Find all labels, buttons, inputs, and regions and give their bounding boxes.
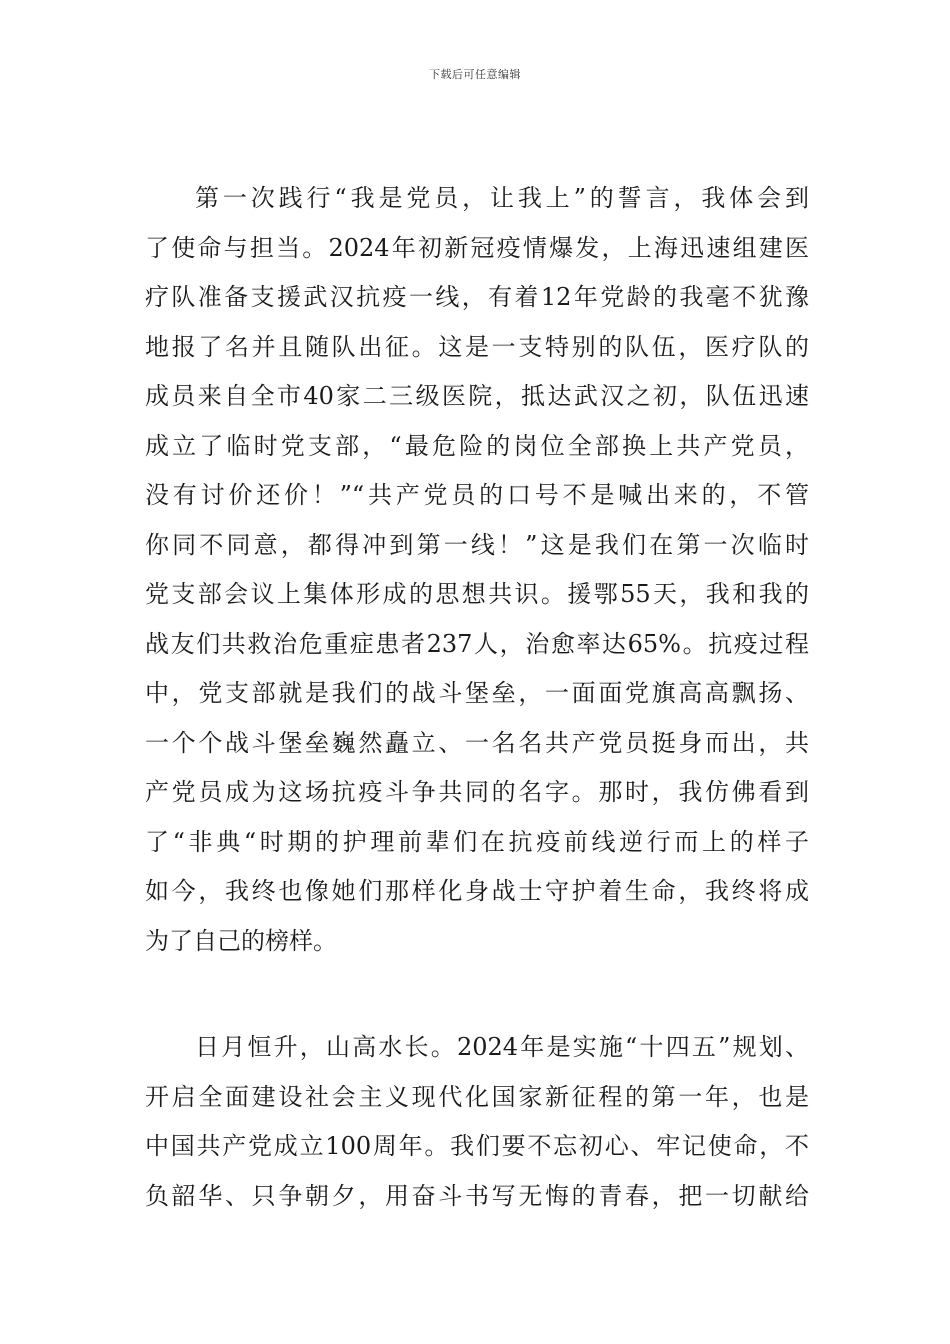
text-line: 一个个战斗堡垒巍然矗立、一名名共产党员挺身而出，共 xyxy=(145,728,809,757)
text-line: 中，党支部就是我们的战斗堡垒，一面面党旗高高飘扬、 xyxy=(145,679,809,707)
text-line: 产党员成为这场抗疫斗争共同的名字。那时，我仿佛看到 xyxy=(145,778,809,806)
text-line: 如今，我终也像她们那样化身战士守护着生命，我终将成 xyxy=(145,877,809,905)
paragraph-1 xyxy=(145,174,809,966)
text-line: 没有讨价还价！”“共产党员的口号不是喊出来的，不管 xyxy=(145,481,809,509)
text-line: 负韶华、只争朝夕，用奋斗书写无悔的青春，把一切献给 xyxy=(145,1181,809,1210)
text-line: 成员来自全市40家二三级医院，抵达武汉之初，队伍迅速 xyxy=(145,382,809,410)
text-line: 了使命与担当。2024年初新冠疫情爆发，上海迅速组建医 xyxy=(145,233,809,262)
text-line: 党支部会议上集体形成的思想共识。援鄂55天，我和我的 xyxy=(145,580,809,608)
text-line: 中国共产党成立100周年。我们要不忘初心、牢记使命，不 xyxy=(145,1132,809,1160)
text-line: 你同不同意，都得冲到第一线！”这是我们在第一次临时 xyxy=(145,530,809,559)
text-line: 了“非典“时期的护理前辈们在抗疫前线逆行而上的样子 xyxy=(145,827,809,856)
text-line: 疗队准备支援武汉抗疫一线，有着12年党龄的我毫不犹豫 xyxy=(145,283,809,311)
text-line: 地报了名并且随队出征。这是一支特别的队伍，医疗队的 xyxy=(145,332,809,361)
text-line: 战友们共救治危重症患者237人，治愈率达65%。抗疫过程 xyxy=(145,629,809,658)
paragraph-2 xyxy=(145,1023,809,1221)
text-line: 成立了临时党支部，“最危险的岗位全部换上共产党员， xyxy=(145,431,809,460)
text-line: 日月恒升，山高水长。2024年是实施“十四五”规划、 xyxy=(195,1033,809,1061)
text-line: 为了自己的榜样。 xyxy=(145,926,337,955)
text-line: 开启全面建设社会主义现代化国家新征程的第一年，也是 xyxy=(145,1082,809,1111)
text-line: 第一次践行“我是党员，让我上”的誓言，我体会到 xyxy=(195,184,809,212)
page-header: 下载后可任意编辑 xyxy=(429,68,521,81)
